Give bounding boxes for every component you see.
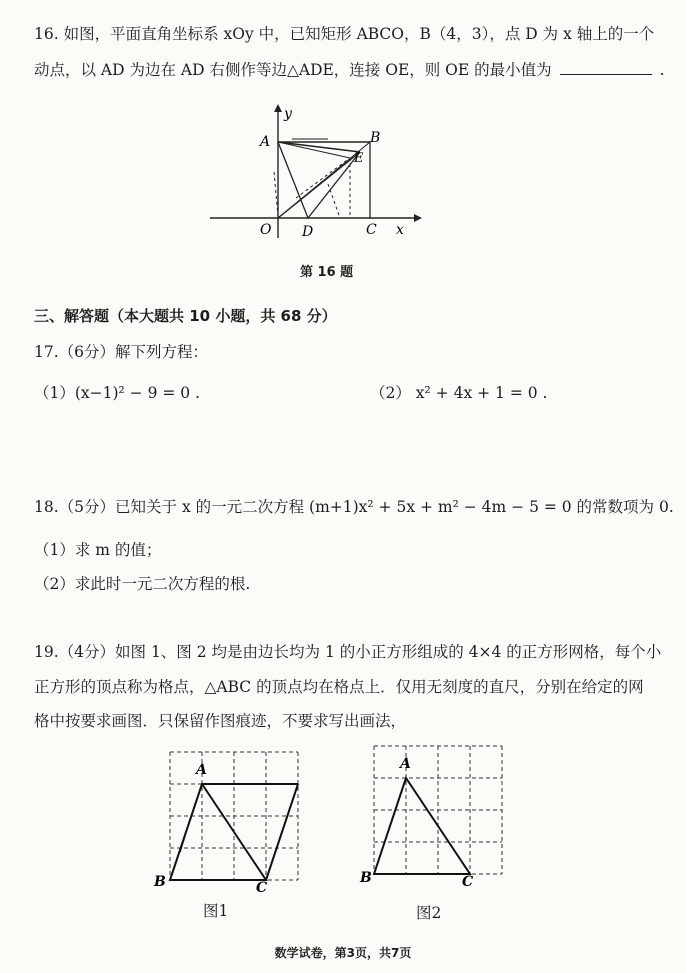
fig2-label-B: B [360,870,372,886]
triangle-abc-1 [170,784,266,880]
q17-part1: （1）(x−1)² − 9 = 0 . [34,384,201,402]
drawn-line-left [180,832,186,852]
q18-part2: （2）求此时一元二次方程的根. [34,575,251,593]
fig2-label-A: A [400,756,411,772]
fig1-label-C: C [256,880,268,892]
fig1-label-B: B [154,874,166,890]
q19-line3: 格中按要求画图．只保留作图痕迹，不要求写出画法， [34,712,407,730]
dashed-4 [328,184,340,218]
drawn-line-right [266,784,298,880]
triangle-abc-2 [374,778,470,874]
answer-blank[interactable] [560,60,652,75]
label-O: O [260,222,272,238]
label-E: E [354,151,364,166]
section-title: 三、解答题（本大题共 10 小题，共 68 分） [34,307,337,325]
y-axis-arrow [274,104,282,112]
q18-part1: （1）求 m 的值； [34,541,162,559]
label-A: A [260,134,271,150]
fig1-caption: 图1 [203,902,229,920]
q16-line1: 16. 如图，平面直角坐标系 xOy 中，已知矩形 ABCO，B（4，3），点 D 为 x 轴上的一个 [34,25,655,43]
q16-line2-end: . [659,61,665,79]
grid-figure-2 [358,736,518,886]
label-C: C [366,222,377,238]
q18-title: 18.（5分）已知关于 x 的一元二次方程 (m+1)x² + 5x + m² − 4m − 5 = 0 的常数项为 0. [34,498,674,516]
q16-line2 [34,60,665,80]
label-D: D [302,224,314,240]
fig1-label-A: A [196,762,207,778]
q19-line2: 正方形的顶点称为格点，△ABC 的顶点均在格点上．仅用无刻度的直尺，分别在给定的网 [34,678,644,696]
q17-part2: （2） x² + 4x + 1 = 0 . [370,384,548,402]
q16-line2-text: 动点，以 AD 为边在 AD 右侧作等边△ADE，连接 OE，则 OE 的最小值为 [34,61,552,79]
fig2-caption: 图2 [416,904,442,922]
q16-caption: 第 16 题 [300,265,354,280]
q17-title: 17.（6分）解下列方程： [34,343,209,361]
fig2-label-C: C [462,874,474,886]
label-y: y [284,106,292,122]
label-B: B [370,130,381,146]
x-axis-arrow [414,214,422,222]
grid-figure-1 [150,742,310,892]
segment-AE [278,142,360,152]
q16-figure [200,98,430,248]
q19-line1: 19.（4分）如图 1、图 2 均是由边长均为 1 的小正方形组成的 4×4 的正方形网格，每个小 [34,643,662,661]
segment-DE [308,152,360,218]
page-footer: 数学试卷，第3页，共7页 [274,946,412,960]
dashed-2 [296,158,350,198]
label-x: x [396,222,404,238]
